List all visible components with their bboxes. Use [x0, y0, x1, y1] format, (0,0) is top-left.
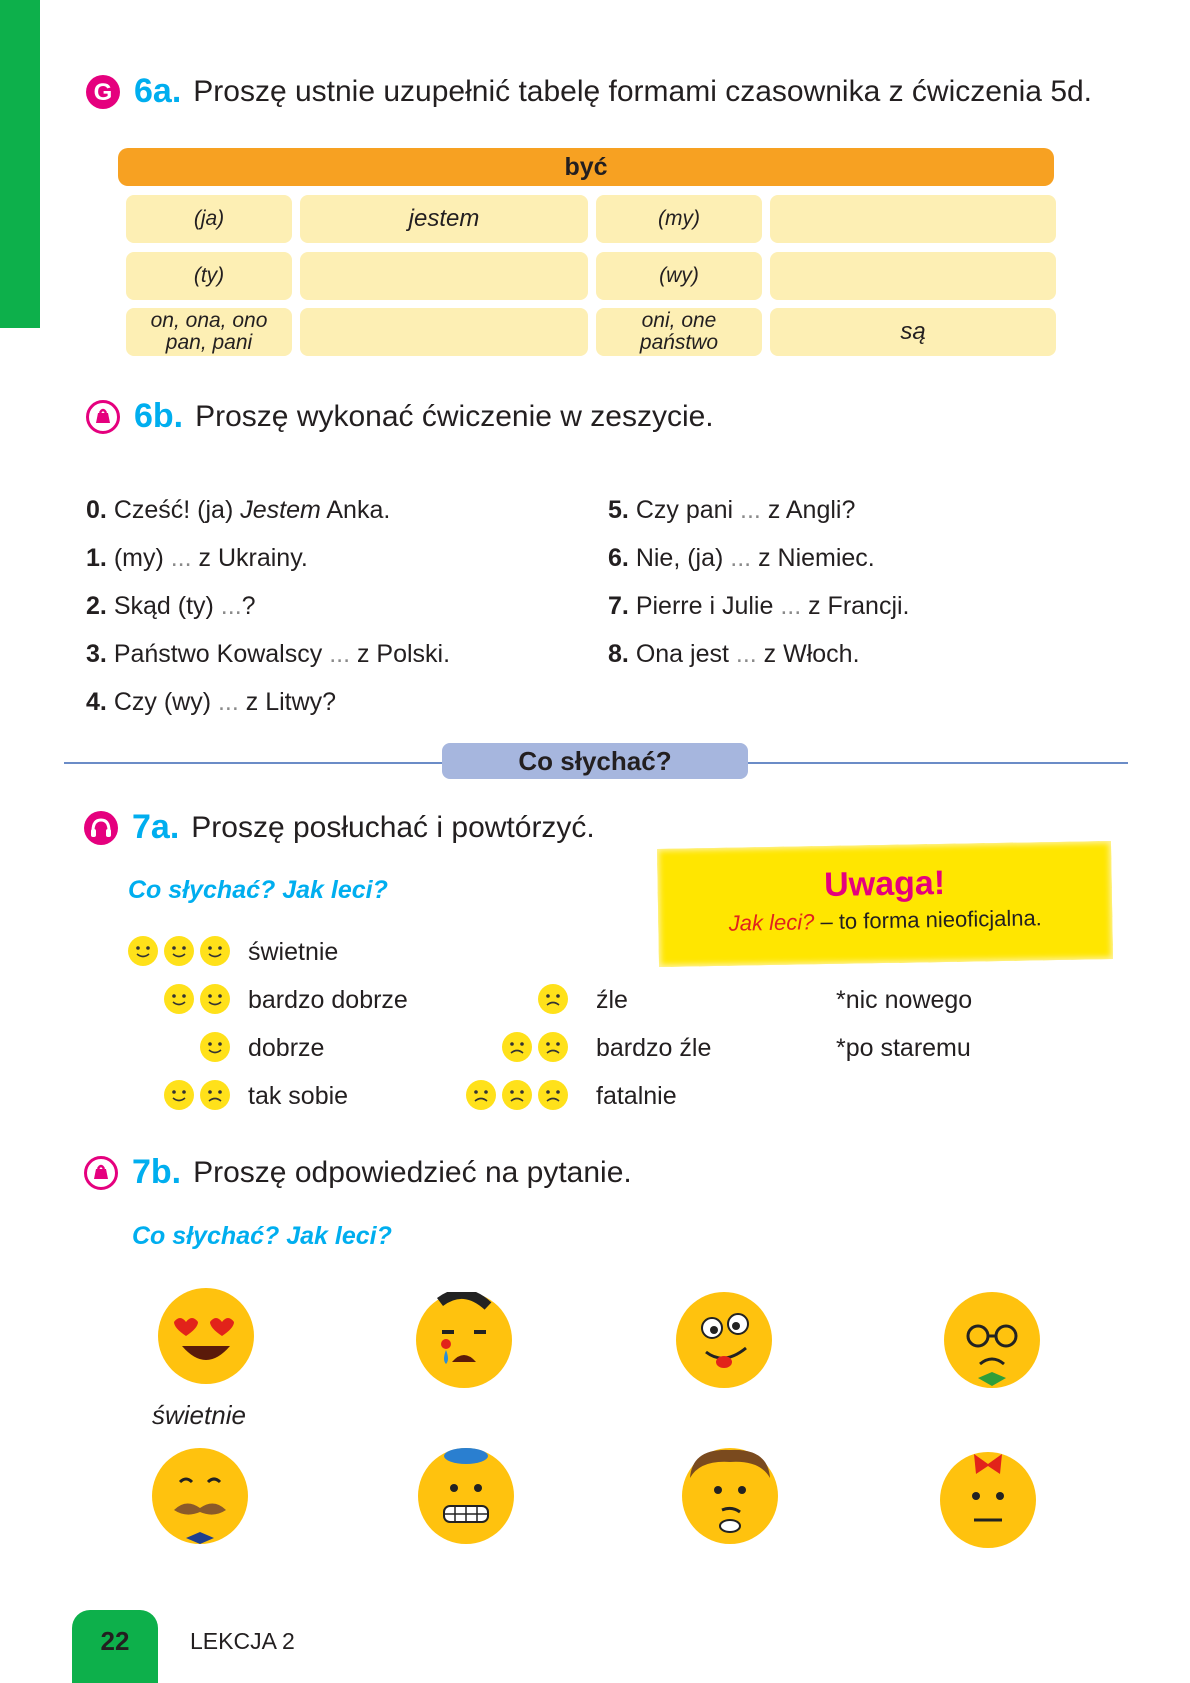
- smiley-face-icon: [128, 936, 158, 966]
- exercise-7b-header: [84, 1153, 632, 1192]
- smiley-face-icon: [164, 936, 194, 966]
- sad-face-icon: [538, 1032, 568, 1062]
- table-pronoun: (ja): [126, 195, 292, 243]
- table-form[interactable]: [770, 195, 1056, 243]
- table-form[interactable]: są: [770, 308, 1056, 356]
- smiley-face-icon: [200, 984, 230, 1014]
- section-divider: [64, 762, 444, 764]
- mood-label: dobrze: [248, 1034, 325, 1062]
- table-pronoun: oni, one państwo: [596, 308, 762, 356]
- table-form[interactable]: [300, 308, 588, 356]
- mood-label: bardzo źle: [596, 1034, 712, 1062]
- question-prompt: Co słychać? Jak leci?: [132, 1222, 392, 1250]
- sentence-item: 6. Nie, (ja) ... z Niemiec.: [608, 544, 875, 572]
- mood-label: źle: [596, 986, 628, 1014]
- table-pronoun: (my): [596, 195, 762, 243]
- page-number: 22: [72, 1610, 158, 1683]
- mood-label: tak sobie: [248, 1082, 349, 1110]
- neutral-emoji-icon: [940, 1452, 1036, 1548]
- answer-example: świetnie: [152, 1400, 246, 1430]
- table-pronoun: (ty): [126, 252, 292, 300]
- sentence-item: 5. Czy pani ... z Angli?: [608, 496, 856, 524]
- headphones-icon: [84, 811, 118, 845]
- smiley-face-icon: [164, 1080, 194, 1110]
- table-form[interactable]: jestem: [300, 195, 588, 243]
- mood-label: *nic nowego: [836, 986, 973, 1014]
- note-text: Jak leci? – to forma nieoficjalna.: [728, 905, 1043, 936]
- sentence-item: 7. Pierre i Julie ... z Francji.: [608, 592, 910, 620]
- exercise-6b-header: [86, 397, 714, 436]
- silly-emoji-icon: [676, 1292, 772, 1388]
- table-pronoun: on, ona, ono pan, pani: [126, 308, 292, 356]
- sad-face-icon: [502, 1032, 532, 1062]
- sad-face-icon: [466, 1080, 496, 1110]
- exercise-number: 6a.: [134, 72, 182, 110]
- heart-eyes-emoji-icon: [158, 1288, 254, 1384]
- section-title: Co słychać?: [442, 743, 748, 779]
- exercise-7a-header: [84, 808, 595, 847]
- grammar-icon: G: [86, 75, 120, 109]
- exercise-number: 6b.: [134, 397, 184, 435]
- mood-label: *po staremu: [836, 1034, 971, 1062]
- writing-icon: [86, 400, 120, 434]
- exercise-number: 7a.: [132, 808, 180, 846]
- mustache-emoji-icon: [152, 1448, 248, 1544]
- nerd-glasses-emoji-icon: [944, 1292, 1040, 1388]
- exercise-instruction: Proszę wykonać ćwiczenie w zeszycie.: [195, 399, 714, 433]
- sentence-item: 1. (my) ... z Ukrainy.: [86, 544, 308, 572]
- question-prompt: Co słychać? Jak leci?: [128, 876, 388, 904]
- smiley-face-icon: [200, 936, 230, 966]
- sentence-item: 2. Skąd (ty) ...?: [86, 592, 256, 620]
- sad-face-icon: [538, 1080, 568, 1110]
- crying-emoji-icon: [416, 1292, 512, 1388]
- table-title: być: [118, 148, 1054, 186]
- thinking-emoji-icon: [682, 1448, 778, 1544]
- exercise-number: 7b.: [132, 1153, 182, 1191]
- exercise-6a-header: [86, 72, 1092, 111]
- exercise-instruction: Proszę posłuchać i powtórzyć.: [191, 810, 595, 844]
- sentence-item: 4. Czy (wy) ... z Litwy?: [86, 688, 337, 716]
- sad-face-icon: [200, 1080, 230, 1110]
- mood-label: świetnie: [248, 938, 339, 966]
- sentence-item: 3. Państwo Kowalscy ... z Polski.: [86, 640, 451, 668]
- mood-label: fatalnie: [596, 1082, 677, 1110]
- note-box: [657, 841, 1113, 967]
- sad-face-icon: [502, 1080, 532, 1110]
- chapter-tab: [0, 0, 40, 328]
- exercise-instruction: Proszę odpowiedzieć na pytanie.: [193, 1155, 632, 1189]
- note-title: Uwaga!: [823, 863, 946, 905]
- table-form[interactable]: [770, 252, 1056, 300]
- section-divider: [746, 762, 1128, 764]
- writing-icon: [84, 1156, 118, 1190]
- exercise-instruction: Proszę ustnie uzupełnić tabelę formami czasownika z ćwiczenia 5d.: [193, 74, 1093, 108]
- sentence-item: 0. Cześć! (ja) Jestem Anka.: [86, 496, 391, 524]
- smiley-face-icon: [200, 1032, 230, 1062]
- smiley-face-icon: [164, 984, 194, 1014]
- mood-label: bardzo dobrze: [248, 986, 408, 1014]
- grimacing-emoji-icon: [418, 1448, 514, 1544]
- lesson-label: LEKCJA 2: [190, 1628, 295, 1654]
- sentence-item: 8. Ona jest ... z Włoch.: [608, 640, 860, 668]
- table-form[interactable]: [300, 252, 588, 300]
- table-pronoun: (wy): [596, 252, 762, 300]
- sad-face-icon: [538, 984, 568, 1014]
